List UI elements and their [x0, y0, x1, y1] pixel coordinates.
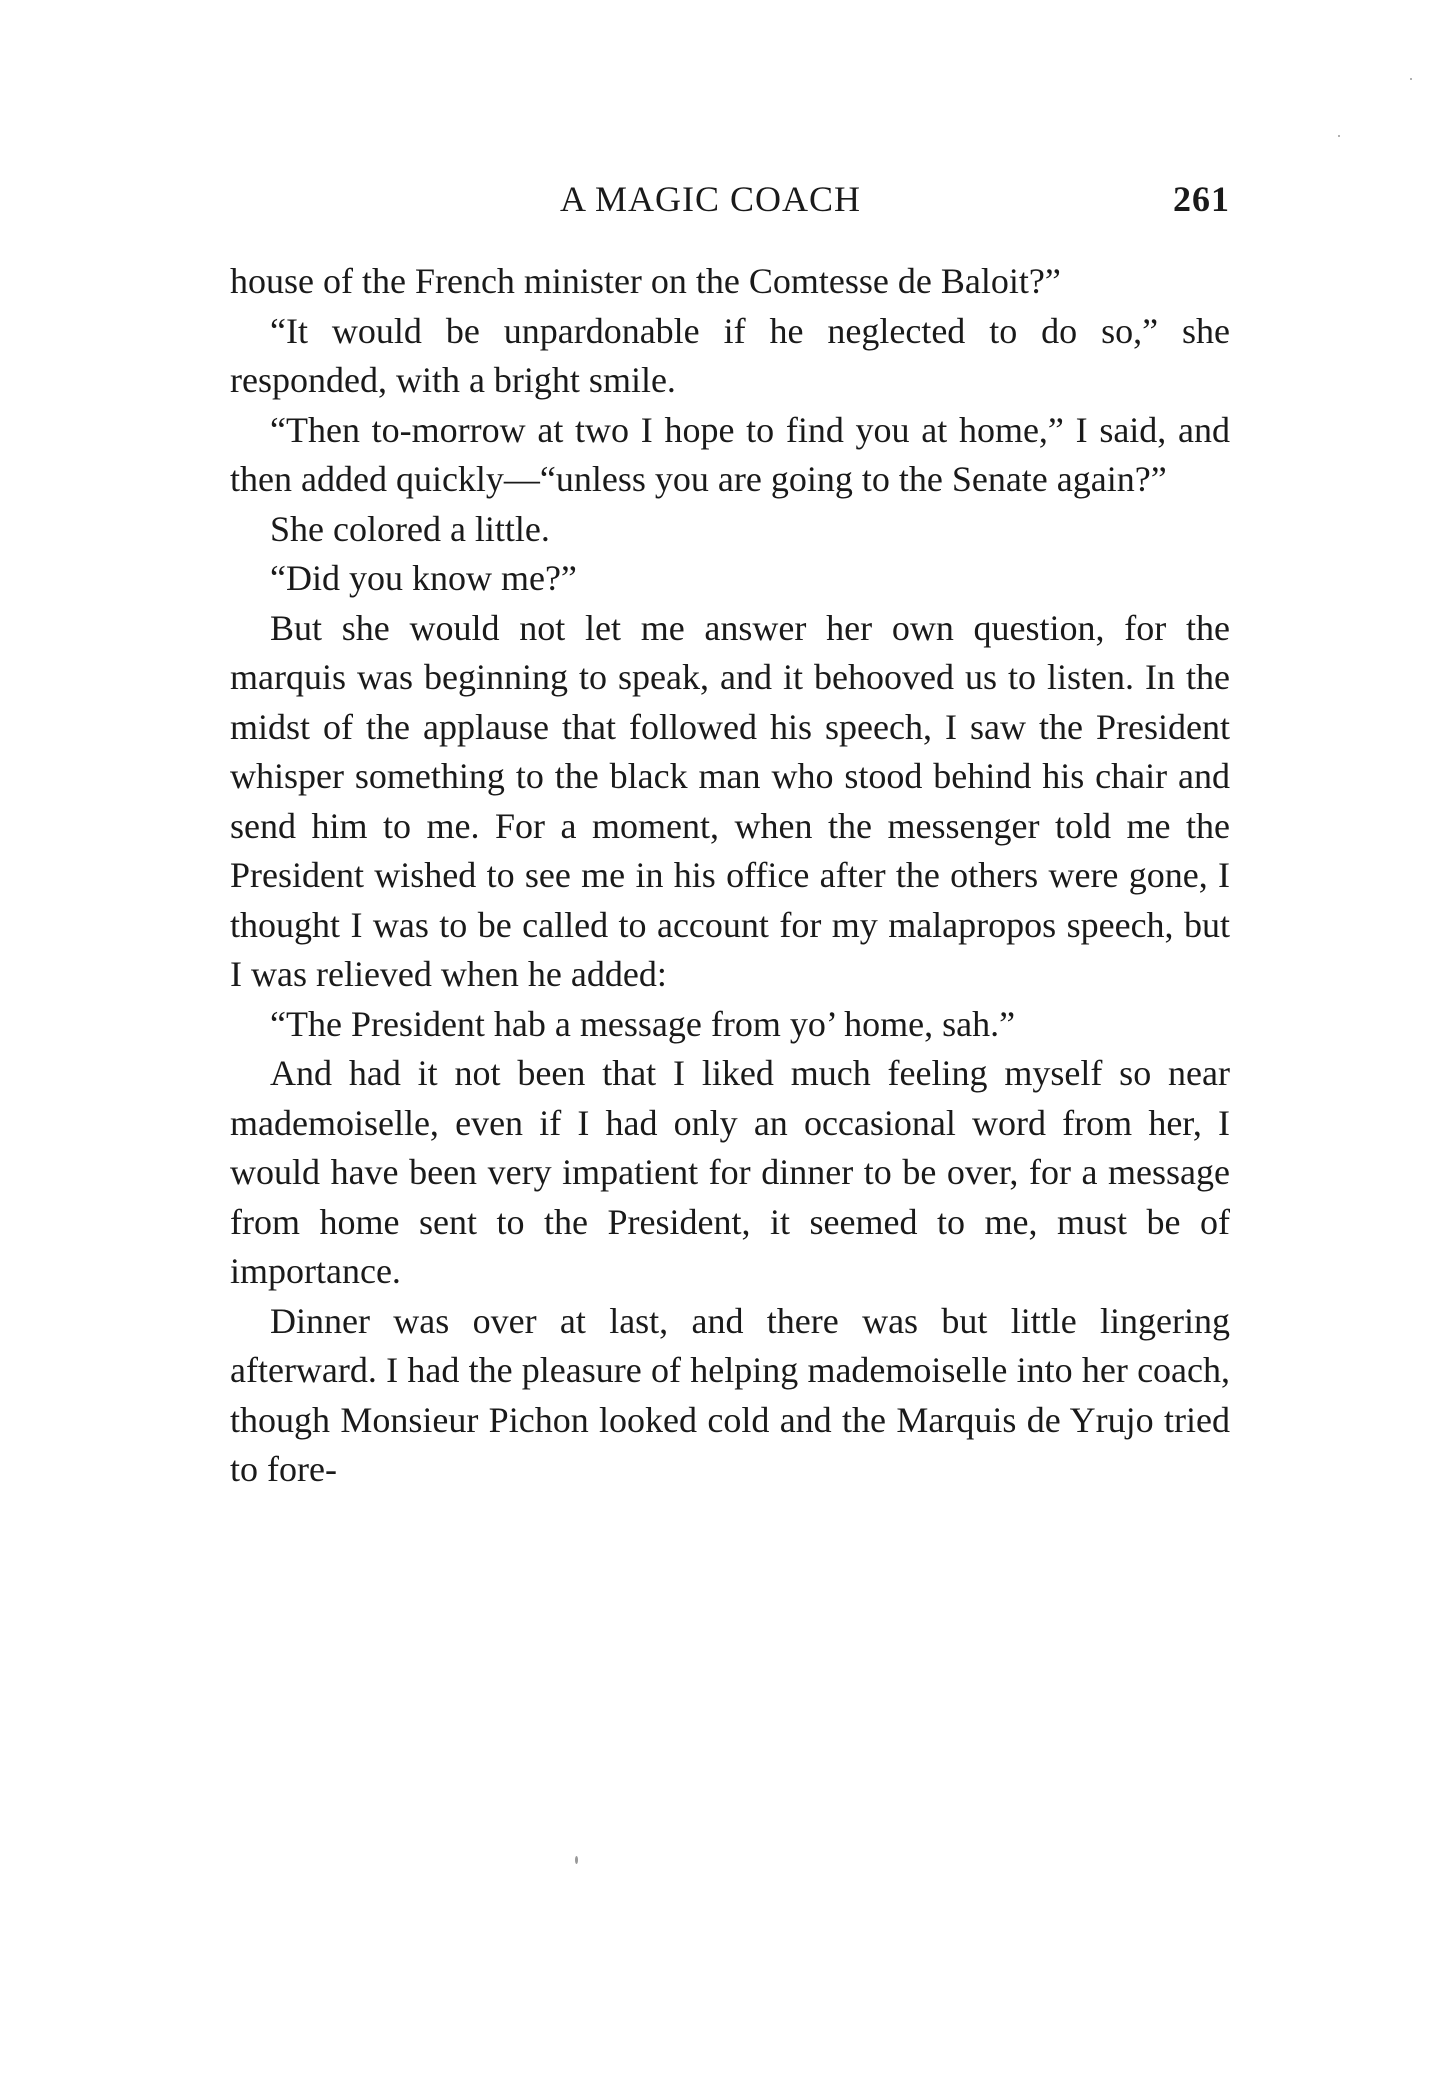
paragraph: “Did you know me?” — [270, 558, 577, 598]
paragraph: And had it not been that I liked much feeling myself so near mademoiselle, even if I had only an occasional word from her, I would have been very impatient for dinner to be over, for a message from home sent to the President, it seemed to me, must be of importance. — [230, 1053, 1230, 1291]
paragraph: But she would not let me answer her own question, for the marquis was beginning to speak, and it behooved us to listen. In the midst of the applause that followed his speech, I saw the President whisper something to the black man who stood behind his chair and send him to me. For a moment, when the messenger told me the President wished to see me in his office after the others were gone, I thought I was to be called to account for my malapropos speech, but I was relieved when he added: — [230, 607, 1230, 994]
running-title: A MAGIC COACH — [560, 179, 862, 219]
paragraph: house of the French minister on the Comtesse de Baloit?” — [230, 261, 1061, 301]
paper-speck — [1410, 78, 1412, 80]
paragraph: “It would be unpardonable if he neglected to do so,” she responded, with a bright smile. — [230, 310, 1230, 400]
page-number: 261 — [1173, 179, 1230, 219]
body-text — [230, 257, 1230, 1495]
paragraph: “The President hab a message from yo’ home, sah.” — [270, 1003, 1016, 1044]
paper-speck — [575, 1856, 578, 1864]
paper-speck — [1338, 135, 1340, 137]
running-head — [230, 178, 1230, 228]
paragraph: Dinner was over at last, and there was but little lingering afterward. I had the pleasure of helping mademoiselle into her coach, though Monsieur Pichon looked cold and the Marquis de Yrujo tried to fore- — [230, 1300, 1230, 1489]
paragraph: She colored a little. — [270, 508, 550, 549]
paragraph: “Then to-morrow at two I hope to find you at home,” I said, and then added quickly—“unless you are going to the Senate again?” — [230, 409, 1230, 499]
